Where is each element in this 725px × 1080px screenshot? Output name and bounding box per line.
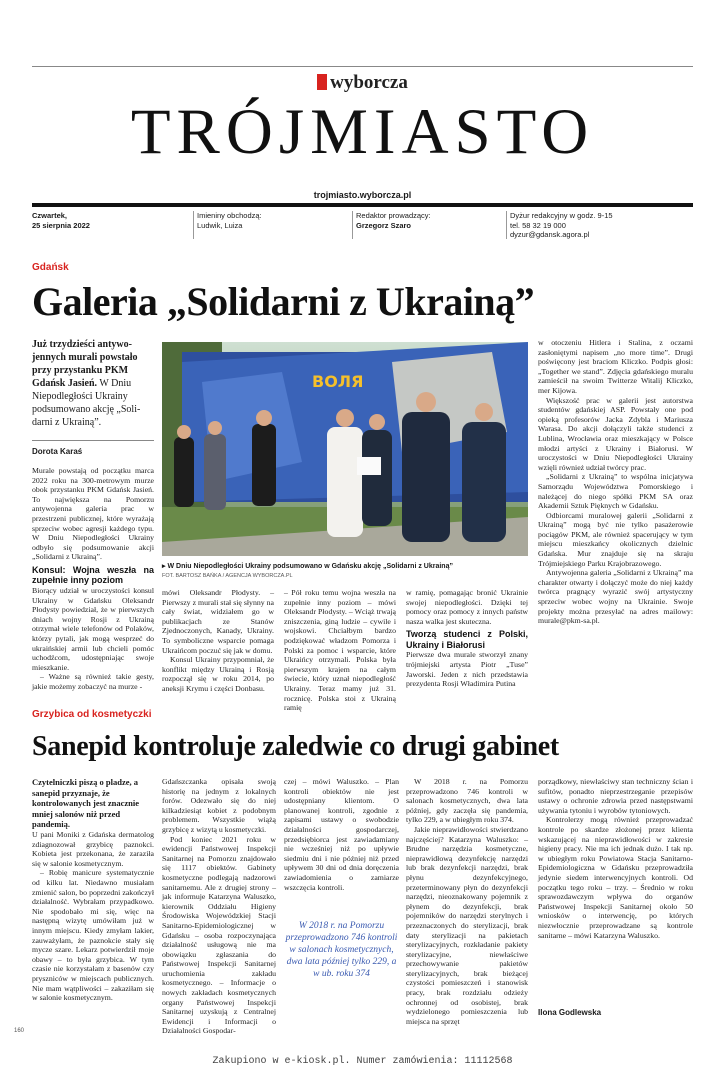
paragraph: w ramię, pomagając bronić Ukrainie swojej niepodległości. Dzięki tej pomocy oraz pomocy z innych państw nasza walka jest skuteczna. <box>406 588 528 626</box>
article-column-2 <box>162 588 274 706</box>
mural-text: BOЛЯ <box>312 372 364 391</box>
article-photo <box>162 342 528 556</box>
paragraph: czej – mówi Waluszko. – Plan kontroli obiektów nie jest udostępniany klientom. O planowanej kontroli, zgodnie z zapisami ustawy o swobodzie działalności gospodarczej, przedsiębiorca jest zawiadamiany nie wcześniej niż po upływie siedmiu dni i nie później niż przed upływem 30 dni od dnia doręczenia zawiadomienia o zamiarze wszczęcia kontroli. <box>284 777 399 892</box>
paragraph: Murale powstają od początku marca 2022 roku na 300-metrowym murze obok przystanku PKM Gdańsk Jasień. To największa na Pomorzu antywojenna galeria prac w przestrzeni publicznej, które wyrażają sprzeciw wobec agresji każdego typu. W Dniu Niepodległości Ukrainy odbyło się podsumowanie akcji „Solidarni z Ukrainą”. <box>32 466 154 562</box>
brand-name: wyborcza <box>330 72 408 93</box>
masthead-title: TRÓJMIASTO <box>130 96 595 168</box>
photo-illustration <box>162 342 528 556</box>
author: Dorota Karaś <box>32 447 83 456</box>
info-divider <box>506 211 507 239</box>
article-column-3 <box>284 777 399 892</box>
article-column-1 <box>32 830 154 1025</box>
article-column-3 <box>284 588 396 713</box>
duty-info: Dyżur redakcyjny w godz. 9-15 tel. 58 32 19 000 dyzur@gdansk.agora.pl <box>510 211 613 239</box>
brand <box>0 72 725 94</box>
subhead: Konsul: Wojna weszła na zupełnie inny poziom <box>32 564 154 586</box>
article-lede <box>32 338 154 429</box>
paragraph: Pod koniec 2021 roku w ewidencji Państwowej Inspekcji Sanitarnej na Pomorzu znajdowało się 1117 obiektów. Gabinety kosmetyczne podlegają nadzorowi sanitarnemu. Ale z drugiej strony – jak informuje Katarzyna Waluszko, kierownik Oddziału Higieny Środowiska Wojewódzkiej Stacji Sanitarno-Epidemiologicznej w Gdańsku – osoba rozpoczynająca działalność usługową nie ma obowiązku zgłaszania do Państwowej Inspekcji Sanitarnej uruchomienia zakładu kosmetycznego. – Informacje o nowych zakładach kosmetycznych organy Państwowej Inspekcji Sanitarnej uzyskują z Centralnej Ewidencji i Informacji o Działalności Gospodar- <box>162 834 276 1036</box>
paragraph: Większość prac w galerii jest autorstwa studentów gdańskiej ASP. Powstały one pod opieką profesorów Jacka Zdybla i Mariusza Warasa. Do akcji dołączyli także studenci z Lublina, Wrocławia oraz mieszkający w Polsce młodzi artyści z Ukrainy i Białorusi. W uroczystości w Dniu Niepodległości Ukrainy wzięli również udział twórcy prac. <box>538 395 693 472</box>
paragraph: – Ważne są również takie gesty, jakie możemy zobaczyć na murze - <box>32 672 154 691</box>
article-column-5 <box>538 777 693 1005</box>
info-divider <box>193 211 194 239</box>
article-lede: Czytelniczki piszą o pladze, a sanepid przyznaje, że kontrolowanych jest znacznie mniej salonów niż przed pandemią. <box>32 777 140 829</box>
paragraph: Gdańszczanka opisała swoją historię na jednym z lokalnych forów. Odezwało się do niej kilkadziesiąt kobiet z podobnym problemem. Wszystkie wiążą grzybicę z wizytą u kosmetyczki. <box>162 777 276 834</box>
editor <box>356 211 496 230</box>
paragraph: Antywojenna galeria „Solidarni z Ukrainą” ma charakter otwarty i dołączyć może do niej każdy twórca pragnący wyrazić swój artystyczny sprzeciw wobec wojny na Ukrainie. Swoje projekty można przesyłać na adres mailowy: murale@pkm-sa.pl. <box>538 568 693 626</box>
paragraph: W 2018 r. na Pomorzu przeprowadzono 746 kontroli w salonach kosmetycznych, dwa lata później, gdy zaczęła się pandemia, tylko 229, a w ubiegłym roku 374. <box>406 777 528 825</box>
article-column-4 <box>406 588 528 706</box>
masthead-rule <box>32 203 693 207</box>
editor-value: Grzegorz Szaro <box>356 220 412 230</box>
paragraph: – Pół roku temu wojna weszła na zupełnie inny poziom – mówi Oleksandr Płodysty. – Wciąż trwają zniszczenia, giną ludzie – cywile i wojskowi. Chciałbym bardzo podziękować władzom Pomorza i Polski za pomoc i wsparcie, które Ukraińcy otrzymali. Polska była pierwszym krajem na całym świecie, który uznał niepodległość Ukrainy. Teraz mamy już 31. rocznicę. Polska stoi z Ukrainą ramię <box>284 588 396 713</box>
brand-logo-icon <box>317 74 327 90</box>
article-column-5 <box>538 338 693 706</box>
article-column-2 <box>162 777 276 1036</box>
page-number: 160 <box>14 1028 25 1034</box>
paragraph: – Robię manicure systematycznie od kilku lat. Niedawno musiałam zmienić salon, bo poprzedni zakończył działalność. Wybrałam przypadkowo. Nie spodobało mi się, więc na następną wizytę umówiłam już w innym miejscu. Kiedy zmyłam lakier, zauważyłam, że paznokcie stały się mycze szare. Lekarz potwierdził moje obawy – to była grzybica. W tym czasie nie korzystałam z basenów czy pryszniców w miejscach publicznych. Nie mam wątpliwości – zakaziłam się w salonie kosmetycznym. <box>32 868 154 1003</box>
caption-text: W Dniu Niepodległości Ukrainy podsumowano w Gdańsku akcję „Solidarni z Ukrainą” <box>167 563 453 570</box>
paragraph: mówi Oleksandr Płodysty. – Pierwszy z murali stał się słynny na cały świat, widziałem go w publikacjach ze Stanów Zjednoczonych, Kanady, Ukrainy. To symboliczne wsparcie pomaga Ukraińcom poczuć się jak w domu. <box>162 588 274 655</box>
paragraph: Biorący udział w uroczystości konsul Ukrainy w Gdańsku Oleksandr Płodysty powiedział, że w pierwszych dniach wojny Rosji z Ukrainą otrzymał wiele telefonów od Polaków, którzy pytali, jak mogą wesprzeć do ukraińskiej armii lub chcieli pomóc uchodźcom, udostępniając swoje mieszkanie. <box>32 585 154 672</box>
article-headline: Sanepid kontroluje zaledwie co drugi gabinet <box>32 731 559 762</box>
paragraph: Jakie nieprawidłowości stwierdzano najczęściej? Katarzyna Waluszko: – Brudne narzędzia kosmetyczne, nieprawidłową dezynfekcję narzędzi lub brak dezynfekcji narzędzi, brak płynu dezynfekcyjnego, przeterminowany płyn do dezynfekcji narzędzi, nieoznakowany pojemnik z płynem do dezynfekcji, brak pojemników do narzędzi sterylnych i przeznaczonych do sterylizacji, brak daty sterylizacji na pakietach sterylizacyjnych, rozkładanie pakiety sterylizacyjne, niewłaściwe przechowywanie pakietów sterylizacyjnych, brak bieżącej czystości pomieszczeń i stanowisk pracy, brak rozdziału odzieży ochronnej od osobistej, brak wydzielonego pomieszczenia lub miejsca na sprzęt <box>406 824 528 1026</box>
nameday-value: Ludwik, Luiza <box>197 220 243 230</box>
purchase-footer: Zakupiono w e-kiosk.pl. Numer zamówienia: 11112568 <box>212 1056 513 1067</box>
info-divider <box>352 211 353 239</box>
paragraph: Konsul Ukrainy przypomniał, że konflikt między Ukrainą i Rosją rozpoczął się w roku 2014, po aneksji Krymu i części Donbasu. <box>162 655 274 693</box>
lede-bold: Już trzydzieści antywo-jennych murali powstało przy przystanku PKM Gdańsk Jasień. <box>32 339 138 389</box>
article-column-1 <box>32 466 154 706</box>
paragraph: w otoczeniu Hitlera i Stalina, z oczami zasłoniętymi napisem „no more time”. Drugi poświęcony jest braciom Kliczko. Podpis głosi: „Together we stand”. Zdjęcia gdańskiego muralu zamieścił na swoim Twitterze Witalij Kliczko, mer Kijowa. <box>538 338 693 395</box>
paragraph: „Solidarni z Ukrainą” to wspólna inicjatywa Samorządu Województwa Pomorskiego i należącej do niego spółki PKM SA oraz Akademii Sztuk Pięknych w Gdańsku. <box>538 472 693 511</box>
author: Ilona Godlewska <box>538 1008 602 1017</box>
subhead: Tworzą studenci z Polski, Ukrainy i Białorusi <box>406 629 528 650</box>
pullquote: W 2018 r. na Pomorzu przeprowadzono 746 kontroli w salonach kosmetycznych, dwa lata później tylko 229, a w ub. roku 374 <box>285 921 398 979</box>
paragraph: Odbiorcami muralowej galerii „Solidarni z Ukrainą” mogą być nie tylko pasażerowie pociągów PKM, ale również spacerujący w tym miejscu mieszkańcy okolicznych dzielnic Gdańska. Mur znajduje się na skraju Trójmiejskiego Parku Krajobrazowego. <box>538 510 693 568</box>
article-headline: Galeria „Solidarni z Ukrainą” <box>32 279 535 324</box>
photo-credit: FOT. BARTOSZ BAŃKA / AGENCJA WYBORCZA.PL <box>162 573 293 579</box>
paragraph: Kontrolerzy mogą również przeprowadzać kontrole po skardze złożonej przez klienta wskazującej na nieprawidłowości w zakresie higieny pracy. Nie ma ich jednak dużo. I tak np. w ubiegłym roku Powiatowa Stacja Sanitarno-Epidemiologiczna w Gdańsku przeprowadziła jedynie siedem interwencyjnych kontroli. Od początku tego roku – trzy. – Średnio w roku sprawozdawczym wpływa do organów Państwowej Inspekcji Sanitarnej około 50 wniosków o interwencję, po których niezwłocznie przeprowadzane są kontrole sanitarne – mówi Katarzyna Waluszko. <box>538 815 693 940</box>
nameday-label: Imieniny obchodzą: <box>197 211 262 220</box>
editor-label: Redaktor prowadzący: <box>356 211 431 220</box>
paragraph: porządkowy, niewłaściwy stan techniczny ścian i sufitów, ponadto nieprzestrzeganie przepisów ustawy o ochronie zdrowia przed następstwami używania tytoniu i wyrobów tytoniowych. <box>538 777 693 815</box>
section-label: Gdańsk <box>32 262 69 273</box>
section-label: Grzybica od kosmetyczki <box>32 709 152 720</box>
nameday <box>197 211 337 230</box>
author-rule <box>32 440 154 441</box>
site-url[interactable]: trojmiasto.wyborcza.pl <box>313 190 412 200</box>
lede-light: W Dniu Niepodległości Ukrainy podsumowano akcję „Soli-darni z Ukrainą”. <box>32 378 141 428</box>
paragraph: Pierwsze dwa murale stworzył znany trójmiejski artysta Piotr „Tuse” Jaworski. Jeden z nich przedstawia prezydenta Rosji Władimira Putina <box>406 650 528 689</box>
paragraph: U pani Moniki z Gdańska dermatolog zdiagnozował grzybicę paznokci. Kobieta jest przekonana, że zaraziła się w salonie kosmetycznym. <box>32 830 154 868</box>
photo-caption: ▸ W Dniu Niepodległości Ukrainy podsumowano w Gdańsku akcję „Solidarni z Ukrainą” <box>162 563 453 570</box>
issue-date: Czwartek, 25 sierpnia 2022 <box>32 211 90 230</box>
top-rule <box>32 66 693 67</box>
article-column-4 <box>406 777 528 1025</box>
